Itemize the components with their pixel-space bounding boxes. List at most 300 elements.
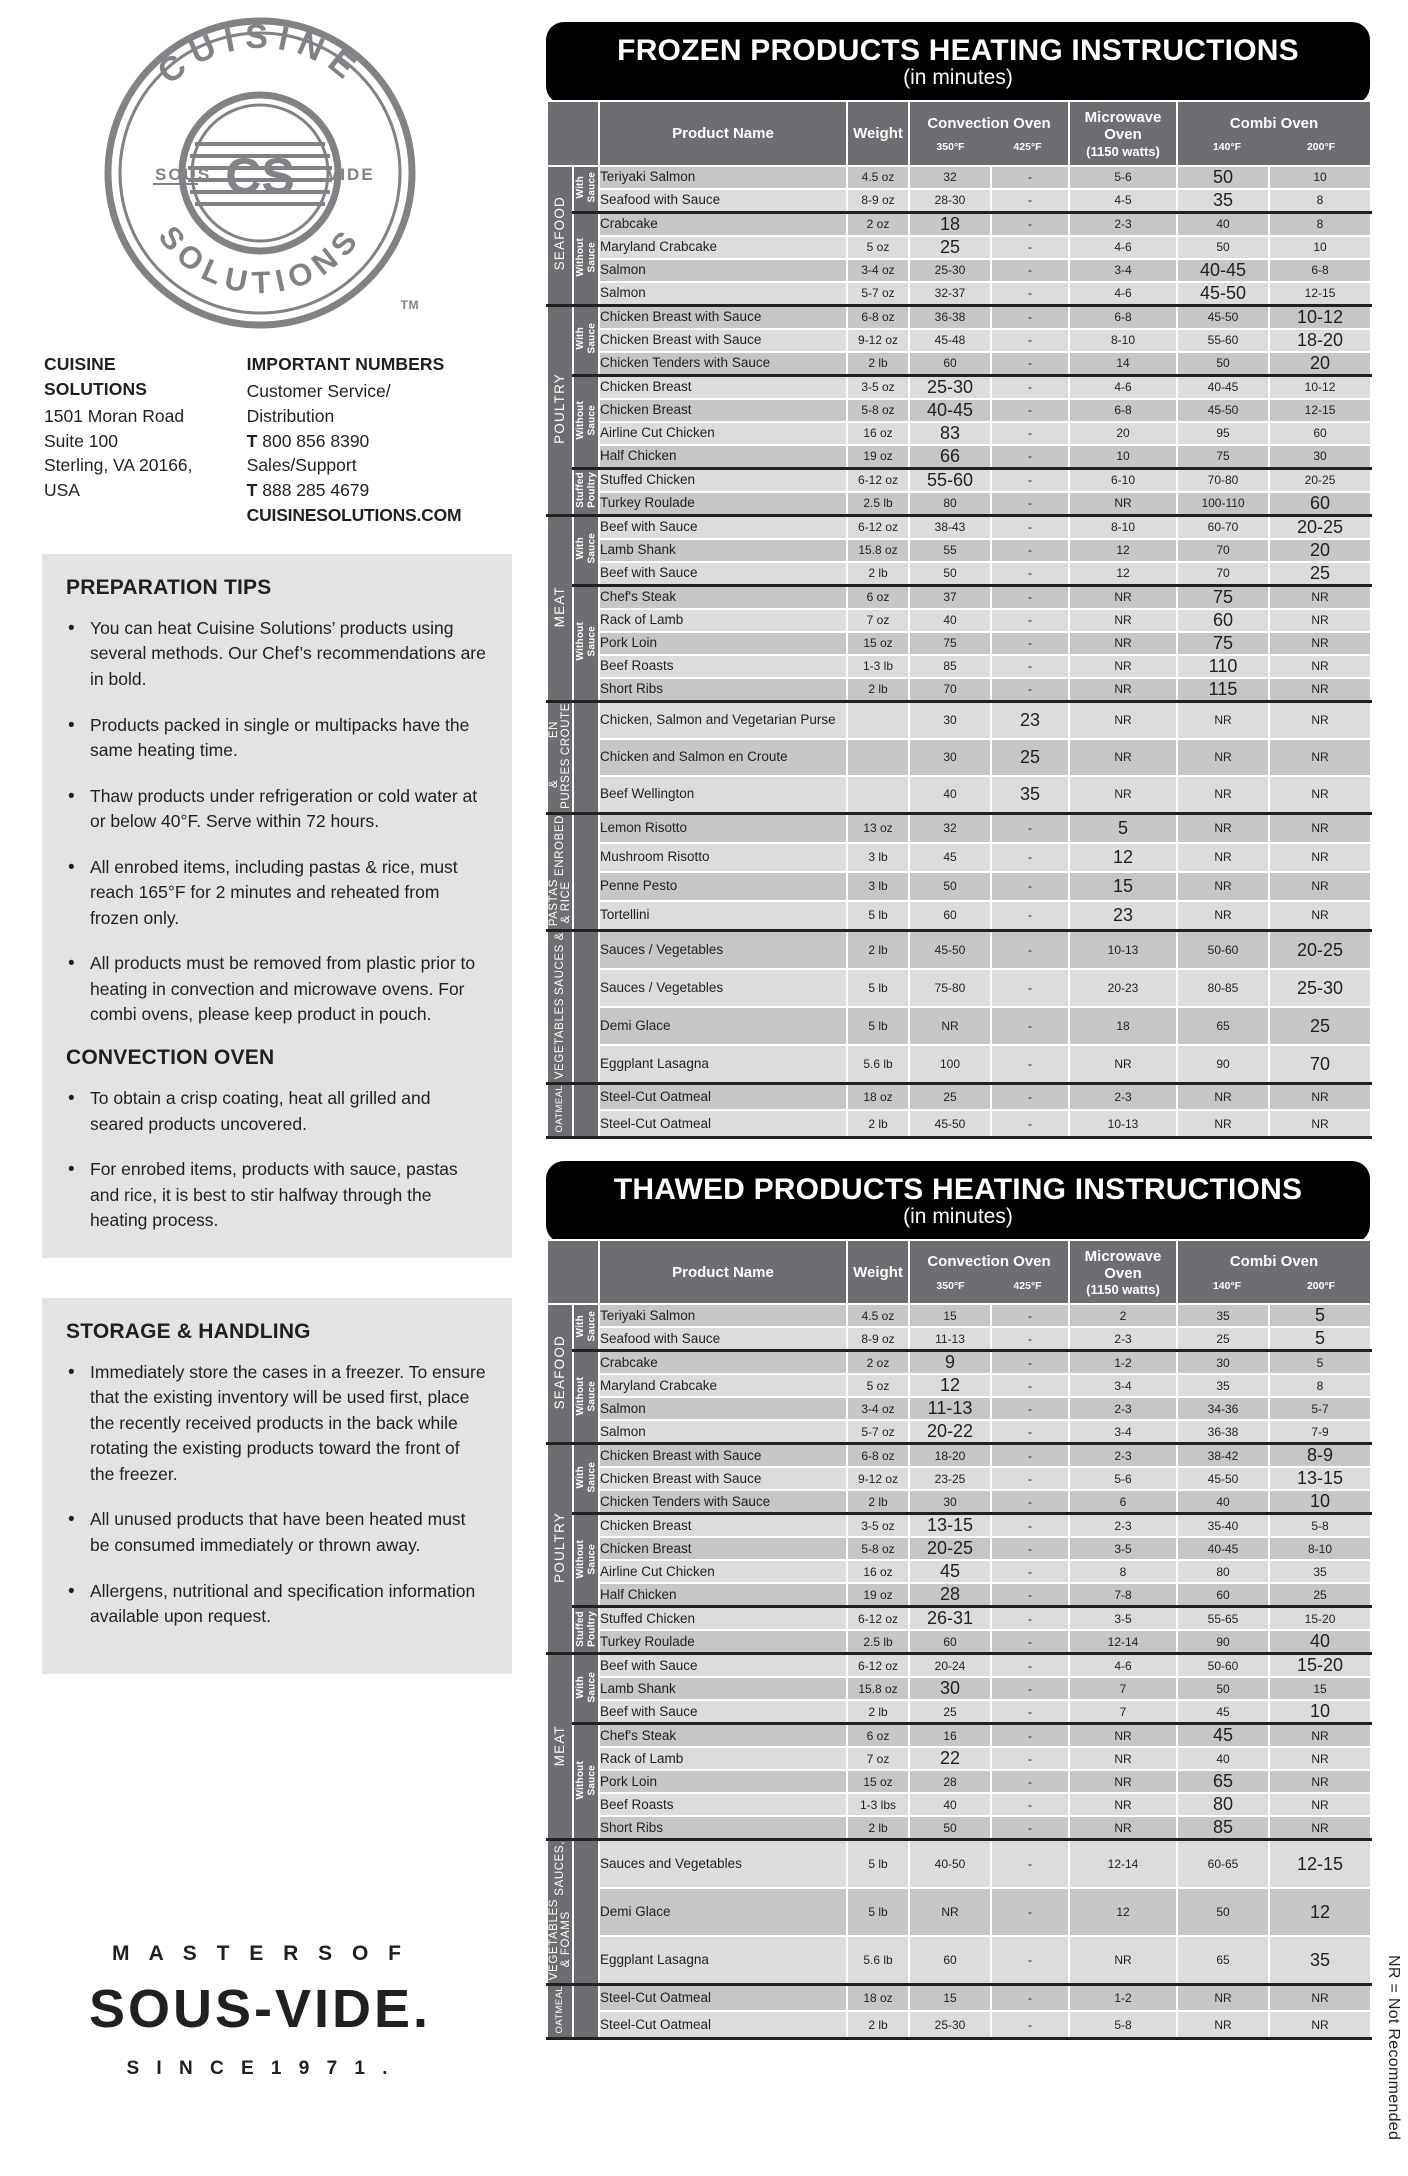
- storage-tip-3: • Allergens, nutritional and specification information available upon request.: [66, 1579, 488, 1630]
- convection-350-cell: 85: [909, 655, 991, 678]
- convection-425-cell: -: [991, 655, 1069, 678]
- microwave-cell: 7: [1069, 1677, 1177, 1700]
- table-row: [547, 399, 1371, 422]
- combi-140-cell: NR: [1177, 843, 1269, 872]
- combi-140-cell: 40-45: [1177, 375, 1269, 399]
- header-combi-200: 200°F: [1306, 141, 1336, 154]
- convection-350-cell: 15: [909, 1985, 991, 2012]
- masters-line-2: SOUS-VIDE.: [88, 1979, 432, 2039]
- convection-425-cell: -: [991, 1304, 1069, 1327]
- combi-140-cell: 40-45: [1177, 259, 1269, 282]
- convection-425-cell: -: [991, 1045, 1069, 1084]
- microwave-cell: 4-6: [1069, 236, 1177, 259]
- convection-350-cell: 60: [909, 352, 991, 376]
- subgroup-label-text: Without Sauce: [574, 1761, 597, 1800]
- convection-350-cell: 37: [909, 585, 991, 609]
- group-label-text: MEAT: [551, 585, 567, 628]
- convection-425-cell: 35: [991, 776, 1069, 814]
- table-row: [547, 1583, 1371, 1607]
- convection-350-cell: 32: [909, 813, 991, 843]
- convection-tip-1: • To obtain a crisp coating, heat all grilled and seared products uncovered.: [66, 1086, 488, 1137]
- sales-support-phone: [247, 478, 492, 503]
- subgroup-label-without-sauce: [573, 1351, 599, 1444]
- convection-350-cell: 26-31: [909, 1607, 991, 1631]
- microwave-cell: 8-10: [1069, 329, 1177, 352]
- combi-140-cell: 115: [1177, 678, 1269, 702]
- convection-425-cell: -: [991, 1374, 1069, 1397]
- microwave-cell: 8-10: [1069, 515, 1177, 539]
- convection-350-cell: 11-13: [909, 1327, 991, 1351]
- combi-140-cell: 45: [1177, 1724, 1269, 1748]
- weight-cell: 5 lb: [847, 1840, 909, 1889]
- weight-cell: 2 lb: [847, 931, 909, 970]
- microwave-cell: 4-6: [1069, 282, 1177, 306]
- customer-service-label-1: Customer Service/: [246, 380, 391, 401]
- weight-cell: 5.6 lb: [847, 1936, 909, 1985]
- combi-140-cell: 50: [1177, 166, 1269, 189]
- product-name-cell: Chicken Breast: [599, 375, 847, 399]
- header-product-name: Product Name: [599, 1240, 847, 1305]
- table-row: [547, 1397, 1371, 1420]
- convection-350-cell: 30: [909, 1677, 991, 1700]
- convection-350-cell: 40-50: [909, 1840, 991, 1889]
- microwave-cell: NR: [1069, 1724, 1177, 1748]
- combi-140-cell: 40: [1177, 1490, 1269, 1514]
- table-row: [547, 1607, 1371, 1631]
- convection-350-cell: 16: [909, 1724, 991, 1748]
- convection-425-cell: -: [991, 562, 1069, 586]
- group-label-text: SAUCES &: [553, 932, 566, 995]
- weight-cell: 2 lb: [847, 1490, 909, 1514]
- storage-tip-1: • Immediately store the cases in a freezer. To ensure that the existing inventory will be used first, place the recently received products in the back while rotating the existing products toward the front of the freezer.: [66, 1360, 488, 1488]
- microwave-cell: 8: [1069, 1560, 1177, 1583]
- weight-cell: 1-3 lbs: [847, 1793, 909, 1816]
- convection-425-cell: -: [991, 1724, 1069, 1748]
- weight-cell: 5 lb: [847, 901, 909, 931]
- table-row: [547, 739, 1371, 776]
- product-name-cell: Half Chicken: [599, 1583, 847, 1607]
- important-numbers: [247, 352, 492, 528]
- table-row: [547, 1793, 1371, 1816]
- combi-200-cell: 7-9: [1269, 1420, 1371, 1444]
- subgroup-label-text: With Sauce: [574, 171, 597, 203]
- subgroup-label-text: With Sauce: [574, 1462, 597, 1493]
- convection-425-cell: -: [991, 1351, 1069, 1375]
- product-name-cell: Maryland Crabcake: [599, 236, 847, 259]
- table-row: [547, 776, 1371, 814]
- weight-cell: 2 lb: [847, 1816, 909, 1840]
- combi-140-cell: 45-50: [1177, 1467, 1269, 1490]
- product-name-cell: Beef with Sauce: [599, 1700, 847, 1724]
- weight-cell: 2 lb: [847, 2011, 909, 2038]
- microwave-cell: 12-14: [1069, 1840, 1177, 1889]
- product-name-cell: Turkey Roulade: [599, 492, 847, 516]
- combi-200-cell: NR: [1269, 1724, 1371, 1748]
- weight-cell: 5.6 lb: [847, 1045, 909, 1084]
- header-conv-425: 425°F: [1013, 1279, 1042, 1292]
- logo-graphic: [95, 8, 425, 338]
- combi-140-cell: 30: [1177, 1351, 1269, 1375]
- table-row: [547, 2011, 1371, 2038]
- weight-cell: [847, 701, 909, 739]
- product-name-cell: Beef with Sauce: [599, 515, 847, 539]
- combi-140-cell: 55-65: [1177, 1607, 1269, 1631]
- combi-140-cell: 35-40: [1177, 1514, 1269, 1538]
- phone-prefix-t-2: T: [246, 480, 258, 501]
- combi-200-cell: 8-9: [1269, 1444, 1371, 1468]
- convection-350-cell: 55: [909, 539, 991, 562]
- combi-200-cell: 10: [1269, 1490, 1371, 1514]
- combi-140-cell: NR: [1177, 739, 1269, 776]
- combi-200-cell: NR: [1269, 632, 1371, 655]
- microwave-cell: 3-5: [1069, 1607, 1177, 1631]
- microwave-cell: NR: [1069, 1045, 1177, 1084]
- convection-350-cell: 25-30: [909, 259, 991, 282]
- microwave-cell: 14: [1069, 352, 1177, 376]
- table-row: [547, 1654, 1371, 1678]
- product-name-cell: Steel-Cut Oatmeal: [599, 1985, 847, 2012]
- product-name-cell: Rack of Lamb: [599, 609, 847, 632]
- table-row: [547, 329, 1371, 352]
- microwave-cell: NR: [1069, 776, 1177, 814]
- combi-140-cell: 50-60: [1177, 931, 1269, 970]
- table-title-thawed: THAWED PRODUCTS HEATING INSTRUCTIONS: [613, 1172, 1303, 1206]
- microwave-cell: 3-4: [1069, 1420, 1177, 1444]
- convection-425-cell: -: [991, 166, 1069, 189]
- table-header-row: [547, 1240, 1371, 1305]
- table-row: [547, 1304, 1371, 1327]
- convection-350-cell: 38-43: [909, 515, 991, 539]
- subgroup-label-without-sauce: [573, 1514, 599, 1607]
- product-name-cell: Beef Roasts: [599, 655, 847, 678]
- svg-text:CS: CS: [225, 148, 295, 204]
- group-label-text: SAUCES,: [553, 1841, 566, 1896]
- weight-cell: 3-4 oz: [847, 1397, 909, 1420]
- svg-text:CUISINE: CUISINE: [150, 17, 370, 92]
- microwave-cell: 12: [1069, 843, 1177, 872]
- preparation-tip-4: • All enrobed items, including pastas & rice, must reach 165°F for 2 minutes and reheated from frozen only.: [66, 855, 488, 932]
- subgroup-label-text: Without Sauce: [574, 622, 597, 661]
- convection-425-cell: -: [991, 375, 1069, 399]
- customer-service-phone: [247, 429, 492, 454]
- weight-cell: 2 lb: [847, 678, 909, 702]
- table-row: [547, 468, 1371, 492]
- convection-425-cell: -: [991, 1936, 1069, 1985]
- combi-140-cell: 90: [1177, 1630, 1269, 1654]
- preparation-tips-heading: PREPARATION TIPS: [66, 575, 272, 599]
- convection-425-cell: -: [991, 813, 1069, 843]
- masters-of-sous-vide: [0, 1942, 520, 2080]
- combi-140-cell: 50-60: [1177, 1654, 1269, 1678]
- weight-cell: 3-5 oz: [847, 1514, 909, 1538]
- combi-140-cell: NR: [1177, 1985, 1269, 2012]
- combi-200-cell: 18-20: [1269, 329, 1371, 352]
- convection-425-cell: -: [991, 352, 1069, 376]
- weight-cell: 15.8 oz: [847, 1677, 909, 1700]
- combi-200-cell: 5: [1269, 1304, 1371, 1327]
- group-label-sauces: [547, 931, 573, 1084]
- product-name-cell: Beef Roasts: [599, 1793, 847, 1816]
- microwave-cell: NR: [1069, 739, 1177, 776]
- convection-350-cell: 60: [909, 901, 991, 931]
- product-name-cell: Steel-Cut Oatmeal: [599, 1084, 847, 1111]
- table-row: [547, 1444, 1371, 1468]
- masters-line-1: M A S T E R S O F: [112, 1942, 408, 1965]
- table-row: [547, 1724, 1371, 1748]
- masters-line-3: S I N C E 1 9 7 1 .: [126, 2058, 394, 2079]
- microwave-cell: NR: [1069, 1816, 1177, 1840]
- microwave-cell: NR: [1069, 1936, 1177, 1985]
- microwave-cell: 2-3: [1069, 1444, 1177, 1468]
- convection-tip-2: • For enrobed items, products with sauce, pastas and rice, it is best to stir halfway through the heating process.: [66, 1157, 488, 1234]
- product-name-cell: Chicken and Salmon en Croute: [599, 739, 847, 776]
- convection-350-cell: 60: [909, 1630, 991, 1654]
- table-row: [547, 1084, 1371, 1111]
- convection-350-cell: 83: [909, 422, 991, 445]
- convection-350-cell: 18: [909, 212, 991, 236]
- tables-host: [524, 22, 1408, 2040]
- combi-200-cell: 15: [1269, 1677, 1371, 1700]
- microwave-cell: 7-8: [1069, 1583, 1177, 1607]
- table-row: [547, 1514, 1371, 1538]
- convection-350-cell: 20-25: [909, 1537, 991, 1560]
- table-row: [547, 901, 1371, 931]
- subgroup-label-without-sauce: [573, 1724, 599, 1840]
- table-row: [547, 539, 1371, 562]
- weight-cell: 19 oz: [847, 1583, 909, 1607]
- microwave-cell: 4-5: [1069, 189, 1177, 213]
- group-label-enrobed: [547, 813, 573, 930]
- group-label-text-2: VEGETABLES & FOAMS: [548, 1898, 573, 1981]
- weight-cell: 5 lb: [847, 969, 909, 1007]
- product-name-cell: Chicken Breast with Sauce: [599, 1444, 847, 1468]
- table-row: [547, 1467, 1371, 1490]
- convection-425-cell: -: [991, 872, 1069, 901]
- product-name-cell: Salmon: [599, 1397, 847, 1420]
- subgroup-label-with-sauce: [573, 515, 599, 585]
- microwave-cell: NR: [1069, 585, 1177, 609]
- convection-425-cell: -: [991, 259, 1069, 282]
- microwave-cell: NR: [1069, 492, 1177, 516]
- product-name-cell: Short Ribs: [599, 1816, 847, 1840]
- convection-425-cell: -: [991, 282, 1069, 306]
- product-name-cell: Beef Wellington: [599, 776, 847, 814]
- convection-350-cell: 100: [909, 1045, 991, 1084]
- table-row: [547, 1110, 1371, 1137]
- weight-cell: 19 oz: [847, 445, 909, 469]
- combi-140-cell: 60-65: [1177, 1840, 1269, 1889]
- combi-140-cell: 70: [1177, 562, 1269, 586]
- header-combi-200: 200°F: [1306, 1279, 1336, 1292]
- microwave-cell: 6-8: [1069, 305, 1177, 329]
- product-name-cell: Chicken Breast with Sauce: [599, 1467, 847, 1490]
- storage-handling-heading: STORAGE & HANDLING: [66, 1319, 311, 1343]
- product-name-cell: Maryland Crabcake: [599, 1374, 847, 1397]
- convection-425-cell: -: [991, 492, 1069, 516]
- table-row: [547, 1045, 1371, 1084]
- convection-350-cell: 40: [909, 1793, 991, 1816]
- table-row: [547, 1936, 1371, 1985]
- convection-425-cell: -: [991, 1397, 1069, 1420]
- combi-200-cell: 8-10: [1269, 1537, 1371, 1560]
- convection-425-cell: -: [991, 1985, 1069, 2012]
- group-label-text: SEAFOOD: [551, 1335, 567, 1410]
- combi-140-cell: 80-85: [1177, 969, 1269, 1007]
- subgroup-label-none: [573, 813, 599, 930]
- header-convection-oven: Convection Oven 350°F 425°F: [909, 1240, 1069, 1305]
- group-label-text: POULTRY: [551, 1511, 567, 1583]
- combi-140-cell: NR: [1177, 901, 1269, 931]
- product-name-cell: Crabcake: [599, 1351, 847, 1375]
- header-weight: Weight: [847, 1240, 909, 1305]
- table-row: [547, 282, 1371, 306]
- weight-cell: 2 lb: [847, 562, 909, 586]
- combi-200-cell: 20-25: [1269, 515, 1371, 539]
- microwave-cell: 10-13: [1069, 931, 1177, 970]
- combi-140-cell: 45-50: [1177, 305, 1269, 329]
- microwave-cell: 2-3: [1069, 1327, 1177, 1351]
- combi-200-cell: 5: [1269, 1327, 1371, 1351]
- convection-350-cell: 45-48: [909, 329, 991, 352]
- right-column: [524, 0, 1408, 2176]
- weight-cell: 13 oz: [847, 813, 909, 843]
- weight-cell: 6-12 oz: [847, 515, 909, 539]
- convection-350-cell: 70: [909, 678, 991, 702]
- table-row: [547, 166, 1371, 189]
- subgroup-label-text: With Sauce: [574, 1672, 597, 1703]
- product-name-cell: Teriyaki Salmon: [599, 1304, 847, 1327]
- combi-140-cell: 38-42: [1177, 1444, 1269, 1468]
- table-row: [547, 1420, 1371, 1444]
- convection-425-cell: -: [991, 1084, 1069, 1111]
- weight-cell: 8-9 oz: [847, 1327, 909, 1351]
- combi-200-cell: 25: [1269, 1583, 1371, 1607]
- weight-cell: 7 oz: [847, 1747, 909, 1770]
- microwave-cell: NR: [1069, 701, 1177, 739]
- combi-200-cell: 5: [1269, 1351, 1371, 1375]
- convection-425-cell: -: [991, 1537, 1069, 1560]
- combi-140-cell: 36-38: [1177, 1420, 1269, 1444]
- weight-cell: 6 oz: [847, 1724, 909, 1748]
- website-url[interactable]: CUISINESOLUTIONS.COM: [246, 505, 462, 526]
- convection-425-cell: -: [991, 969, 1069, 1007]
- combi-200-cell: 25: [1269, 1007, 1371, 1045]
- weight-cell: 18 oz: [847, 1985, 909, 2012]
- table-row: [547, 352, 1371, 376]
- group-label-sauces: [547, 1840, 573, 1985]
- microwave-cell: 3-4: [1069, 1374, 1177, 1397]
- combi-200-cell: 5-8: [1269, 1514, 1371, 1538]
- convection-350-cell: 25-30: [909, 2011, 991, 2038]
- convection-350-cell: 66: [909, 445, 991, 469]
- combi-200-cell: NR: [1269, 609, 1371, 632]
- product-name-cell: Chicken Tenders with Sauce: [599, 1490, 847, 1514]
- product-name-cell: Salmon: [599, 259, 847, 282]
- combi-200-cell: 10: [1269, 1700, 1371, 1724]
- weight-cell: 3-5 oz: [847, 375, 909, 399]
- product-name-cell: Lamb Shank: [599, 539, 847, 562]
- convection-425-cell: -: [991, 1840, 1069, 1889]
- group-label-oatmeal: [547, 1985, 573, 2039]
- convection-350-cell: NR: [909, 1888, 991, 1936]
- convection-425-cell: -: [991, 515, 1069, 539]
- product-name-cell: Stuffed Chicken: [599, 468, 847, 492]
- table-row: [547, 1747, 1371, 1770]
- combi-140-cell: 50: [1177, 352, 1269, 376]
- combi-200-cell: 60: [1269, 422, 1371, 445]
- convection-425-cell: -: [991, 468, 1069, 492]
- weight-cell: [847, 776, 909, 814]
- subgroup-label-without-sauce: [573, 375, 599, 468]
- address-line-1: 1501 Moran Road: [44, 405, 185, 426]
- product-name-cell: Stuffed Chicken: [599, 1607, 847, 1631]
- product-name-cell: Chicken, Salmon and Vegetarian Purse: [599, 701, 847, 739]
- convection-425-cell: -: [991, 1677, 1069, 1700]
- convection-425-cell: -: [991, 901, 1069, 931]
- convection-425-cell: -: [991, 1700, 1069, 1724]
- product-name-cell: Pork Loin: [599, 632, 847, 655]
- convection-350-cell: 40: [909, 609, 991, 632]
- combi-200-cell: 20-25: [1269, 468, 1371, 492]
- weight-cell: 2.5 lb: [847, 1630, 909, 1654]
- weight-cell: 1-3 lb: [847, 655, 909, 678]
- weight-cell: 6-12 oz: [847, 1607, 909, 1631]
- convection-425-cell: -: [991, 1793, 1069, 1816]
- table-row: [547, 305, 1371, 329]
- table-row: [547, 678, 1371, 702]
- combi-200-cell: NR: [1269, 585, 1371, 609]
- table-row: [547, 212, 1371, 236]
- weight-cell: 3-4 oz: [847, 259, 909, 282]
- product-name-cell: Airline Cut Chicken: [599, 422, 847, 445]
- microwave-cell: 5-8: [1069, 2011, 1177, 2038]
- company-name: CUISINE SOLUTIONS: [44, 354, 147, 399]
- convection-350-cell: 25: [909, 236, 991, 259]
- group-label-text-2: VEGETABLES: [553, 997, 566, 1080]
- weight-cell: 9-12 oz: [847, 329, 909, 352]
- trademark-symbol: TM: [400, 298, 419, 312]
- combi-140-cell: 60: [1177, 609, 1269, 632]
- combi-200-cell: NR: [1269, 2011, 1371, 2038]
- product-name-cell: Lemon Risotto: [599, 813, 847, 843]
- combi-140-cell: 100-110: [1177, 492, 1269, 516]
- group-label-meat: [547, 1654, 573, 1840]
- group-label-oatmeal: [547, 1084, 573, 1138]
- table-row: [547, 931, 1371, 970]
- product-name-cell: Eggplant Lasagna: [599, 1045, 847, 1084]
- weight-cell: 5 oz: [847, 236, 909, 259]
- weight-cell: 4.5 oz: [847, 166, 909, 189]
- combi-200-cell: 25-30: [1269, 969, 1371, 1007]
- subgroup-label-none: [573, 931, 599, 1084]
- weight-cell: 2 lb: [847, 1700, 909, 1724]
- weight-cell: 5 lb: [847, 1007, 909, 1045]
- convection-425-cell: -: [991, 1514, 1069, 1538]
- combi-200-cell: 5-7: [1269, 1397, 1371, 1420]
- convection-425-cell: -: [991, 1467, 1069, 1490]
- weight-cell: 18 oz: [847, 1084, 909, 1111]
- table-row: [547, 585, 1371, 609]
- convection-425-cell: -: [991, 1583, 1069, 1607]
- combi-200-cell: 70: [1269, 1045, 1371, 1084]
- convection-350-cell: 45-50: [909, 931, 991, 970]
- convection-425-cell: -: [991, 1420, 1069, 1444]
- group-label-seafood: [547, 1304, 573, 1444]
- microwave-cell: NR: [1069, 655, 1177, 678]
- product-name-cell: Chicken Breast with Sauce: [599, 305, 847, 329]
- convection-425-cell: -: [991, 2011, 1069, 2038]
- product-name-cell: Seafood with Sauce: [599, 1327, 847, 1351]
